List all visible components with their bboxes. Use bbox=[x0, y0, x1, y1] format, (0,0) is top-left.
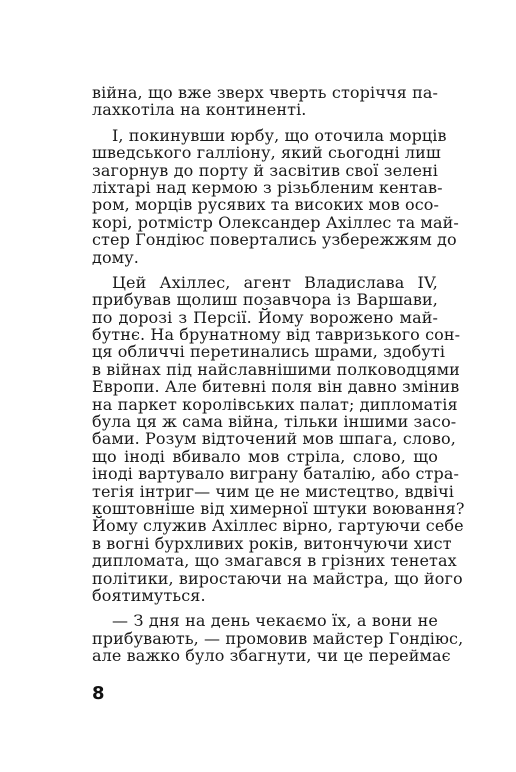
text-line: ця обличчі перетинались шрами, здобуті bbox=[92, 342, 446, 362]
text-line: була ця ж сама війна, тільки іншими засо- bbox=[92, 412, 457, 432]
text-line: на паркет королівських палат; дипломатія bbox=[92, 394, 458, 414]
text-line: дому. bbox=[92, 247, 139, 267]
text-line: боятимуться. bbox=[92, 585, 206, 605]
text-line: лахкотіла на континенті. bbox=[92, 100, 307, 120]
text-line: Цей Ахіллес, агент Владислава IV, bbox=[112, 272, 438, 292]
text-line: в вогні бурхливих років, витончуючи хист bbox=[92, 533, 452, 553]
text-line: Йому служив Ахіллес вірно, гартуючи себе bbox=[92, 516, 464, 536]
text-line: війна, що вже зверх чверть сторіччя па- bbox=[92, 83, 438, 102]
text-line: стер Гондіюс повертались узбережжям до bbox=[92, 230, 457, 250]
text-line: але важко було збагнути, чи це переймає bbox=[92, 646, 451, 666]
text-line: ліхтарі над кермою з різьбленим кентав- bbox=[92, 177, 443, 197]
text-line: коштовніше від химерної штуки воювання? bbox=[92, 498, 465, 518]
text-line: політики, виростаючи на майстра, що його bbox=[92, 568, 463, 588]
text-line: іноді вартувало виграну баталію, або стра- bbox=[92, 464, 459, 484]
text-line: загорнув до порту й засвітив свої зелені bbox=[92, 160, 438, 180]
text-line: ром, морців русявих та високих мов осо- bbox=[92, 195, 440, 215]
text-line: прибував щолиш позавчора із Варшави, bbox=[92, 290, 438, 310]
text-line: тегія інтриг— чим це не мистецтво, вдвічі bbox=[92, 481, 454, 501]
paragraph bbox=[92, 272, 465, 605]
text-line: бутнє. На брунатному від тавризького сон- bbox=[92, 325, 461, 345]
paragraph bbox=[92, 84, 438, 119]
text-line: — З дня на день чекаємо їх, а вони не bbox=[112, 611, 438, 631]
text-line: в війнах під найславнішими полководцями bbox=[92, 359, 460, 379]
text-line: І, покинувши юрбу, що оточила морців bbox=[112, 125, 447, 145]
text-line: що іноді вбивало мов стріла, слово, що bbox=[92, 446, 438, 466]
text-line: Европи. Але битевні поля він давно змінив bbox=[92, 377, 460, 397]
text-line: бами. Розум відточений мов шпага, слово, bbox=[92, 429, 456, 449]
text-line: прибувають, — промовив майстер Гондіюс, bbox=[92, 628, 464, 648]
paragraph bbox=[92, 125, 459, 267]
paragraph bbox=[92, 611, 464, 666]
text-line: по дорозі з Персії. Йому ворожено май- bbox=[92, 307, 438, 327]
text-line: корі, ротмістр Олександер Ахіллес та май- bbox=[92, 212, 459, 232]
page-body bbox=[92, 83, 465, 666]
text-line: шведського галліону, який сьогодні лиш bbox=[92, 143, 441, 163]
page-number: 8 bbox=[92, 683, 105, 704]
text-line: дипломата, що змагався в грізних тенетах bbox=[92, 551, 457, 571]
